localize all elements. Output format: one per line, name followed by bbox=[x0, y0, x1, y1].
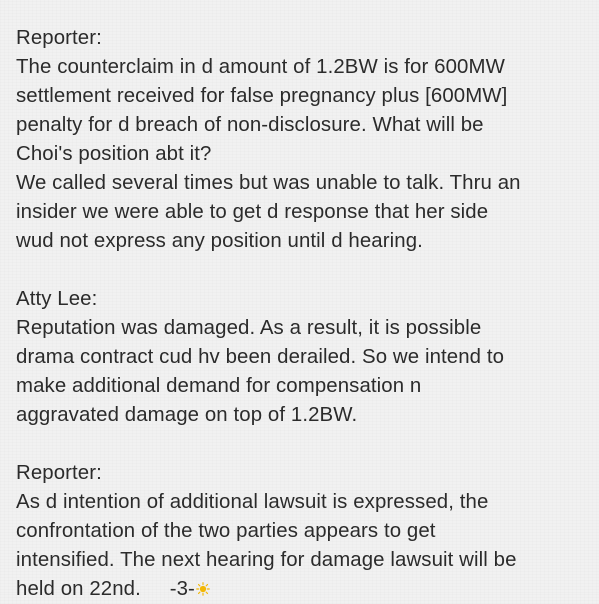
text-line: Reputation was damaged. As a result, it is possible bbox=[16, 317, 482, 339]
last-text-line bbox=[16, 575, 591, 604]
speaker-label: Reporter: bbox=[16, 27, 102, 49]
speaker-label: Reporter: bbox=[16, 462, 102, 484]
text-line: wud not express any position until d hearing. bbox=[16, 230, 423, 252]
text-line: confrontation of the two parties appears to get bbox=[16, 520, 436, 542]
blank-line bbox=[16, 256, 591, 285]
text-line: intensified. The next hearing for damage lawsuit will be bbox=[16, 549, 517, 571]
text-line: The counterclaim in d amount of 1.2BW is for 600MW bbox=[16, 56, 505, 78]
last-line-text: held on 22nd. -3- bbox=[16, 578, 195, 600]
text-line: settlement received for false pregnancy plus [600MW] bbox=[16, 85, 508, 107]
text-line: penalty for d breach of non-disclosure. What will be bbox=[16, 114, 484, 136]
speaker-label: Atty Lee: bbox=[16, 288, 98, 310]
text-line: insider we were able to get d response that her side bbox=[16, 201, 489, 223]
text-line: As d intention of additional lawsuit is expressed, the bbox=[16, 491, 489, 513]
text-line: We called several times but was unable to talk. Thru an bbox=[16, 172, 521, 194]
note-body bbox=[16, 24, 591, 604]
blank-line bbox=[16, 430, 591, 459]
text-line: make additional demand for compensation n bbox=[16, 375, 422, 397]
text-line: drama contract cud hv been derailed. So we intend to bbox=[16, 346, 505, 368]
text-line: aggravated damage on top of 1.2BW. bbox=[16, 404, 358, 426]
text-line: Choi's position abt it? bbox=[16, 143, 212, 165]
sun-icon bbox=[196, 582, 210, 596]
